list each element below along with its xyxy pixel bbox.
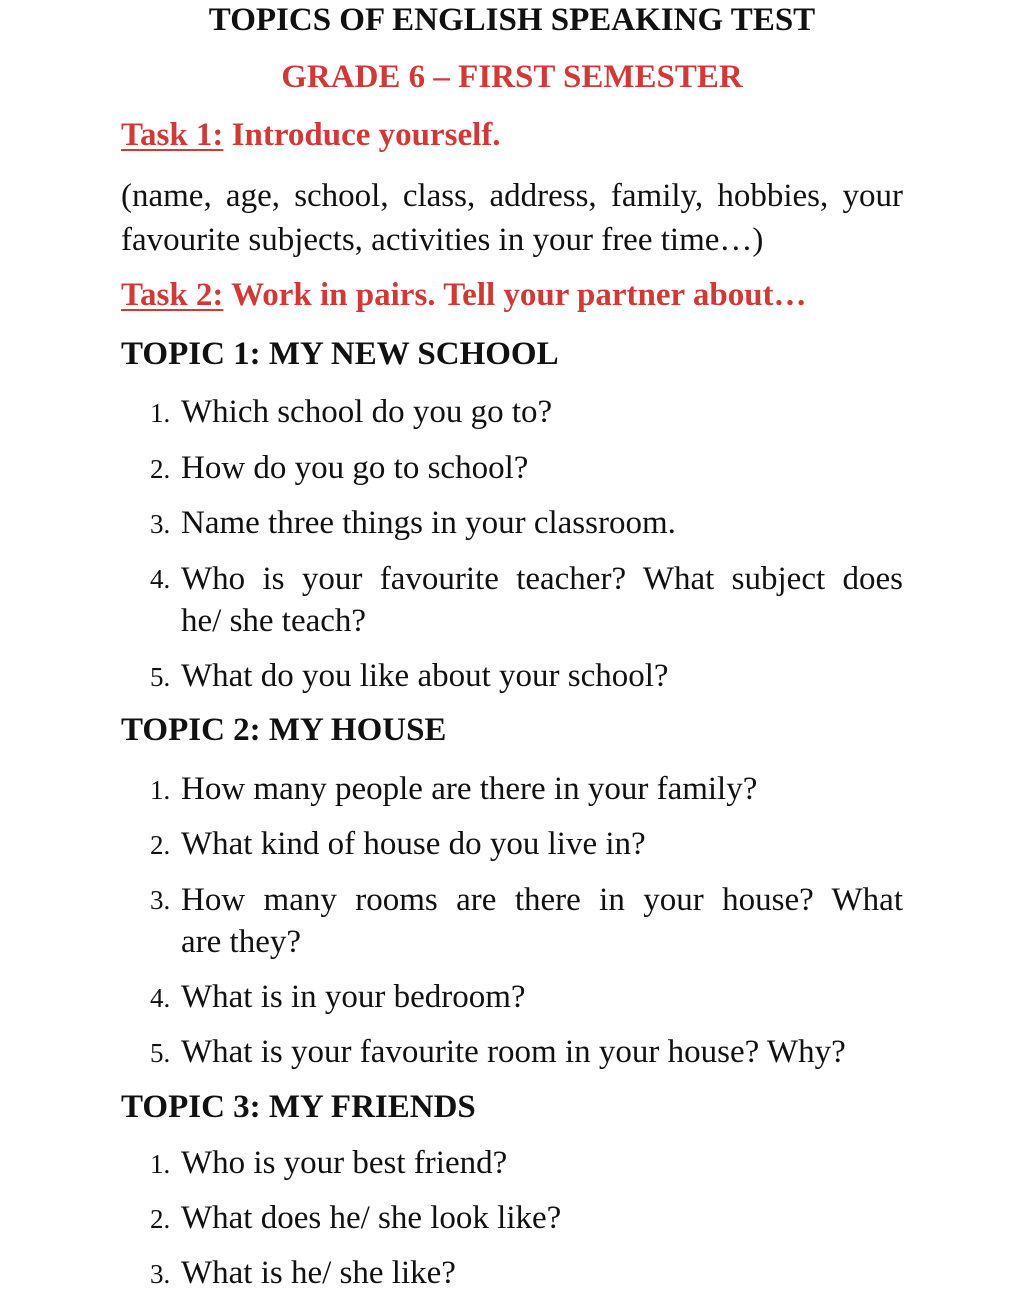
task-1-details: (name, age, school, class, address, family, hobbies, your favourite subjects, activities in your free time…) xyxy=(121,178,903,258)
question-text: Who is your best friend? xyxy=(181,1145,508,1181)
task-2-label: Task 2: xyxy=(121,277,224,313)
list-item xyxy=(150,1142,903,1185)
question-line xyxy=(150,558,903,600)
list-item xyxy=(150,655,903,698)
question-text: What is he/ she like? xyxy=(181,1255,456,1291)
task-2-heading xyxy=(121,275,807,315)
question-number: 2. xyxy=(150,454,171,484)
list-item xyxy=(150,558,903,642)
question-number: 2. xyxy=(150,830,171,860)
question-text: Who is your favourite teacher? What subject does xyxy=(181,561,903,597)
list-item xyxy=(150,768,903,811)
list-item xyxy=(150,502,903,545)
question-number: 3. xyxy=(150,509,171,539)
question-text: How many rooms are there in your house? What xyxy=(181,882,903,918)
list-item xyxy=(150,1197,903,1240)
question-continuation: he/ she teach? xyxy=(181,603,367,639)
question-text: How do you go to school? xyxy=(181,450,529,486)
question-text: Name three things in your classroom. xyxy=(181,505,676,541)
question-text: What does he/ she look like? xyxy=(181,1200,562,1236)
list-item xyxy=(150,447,903,490)
question-text: Which school do you go to? xyxy=(181,394,553,430)
question-text: What is your favourite room in your house? Why? xyxy=(181,1034,846,1070)
question-number: 5. xyxy=(150,1038,171,1068)
task-1-text: Introduce yourself. xyxy=(223,117,501,153)
question-number: 2. xyxy=(150,1204,171,1234)
question-text: What do you like about your school? xyxy=(181,658,669,694)
question-number: 4. xyxy=(150,983,171,1013)
list-item xyxy=(150,1031,903,1074)
question-number: 1. xyxy=(150,775,171,805)
topic-2-heading: TOPIC 2: MY HOUSE xyxy=(121,712,447,748)
question-number: 3. xyxy=(150,1259,171,1289)
question-number: 4. xyxy=(150,564,171,594)
question-number: 1. xyxy=(150,398,171,428)
list-item xyxy=(150,391,903,434)
question-line xyxy=(150,879,903,921)
question-continuation: are they? xyxy=(181,924,301,960)
question-number: 3. xyxy=(150,885,171,915)
question-text: What is in your bedroom? xyxy=(181,979,526,1015)
task-1-heading xyxy=(121,115,501,155)
question-number: 5. xyxy=(150,662,171,692)
topic-1-heading: TOPIC 1: MY NEW SCHOOL xyxy=(121,336,559,372)
list-item xyxy=(150,823,903,866)
document-subtitle: GRADE 6 – FIRST SEMESTER xyxy=(281,59,743,95)
question-text: What kind of house do you live in? xyxy=(181,826,646,862)
document-title: TOPICS OF ENGLISH SPEAKING TEST xyxy=(208,2,816,38)
list-item xyxy=(150,879,903,963)
task-1-label: Task 1: xyxy=(121,117,224,153)
task-2-text: Work in pairs. Tell your partner about… xyxy=(223,277,807,313)
question-number: 1. xyxy=(150,1149,171,1179)
list-item xyxy=(150,1252,903,1295)
list-item xyxy=(150,976,903,1019)
topic-3-heading: TOPIC 3: MY FRIENDS xyxy=(121,1089,476,1125)
question-text: How many people are there in your family? xyxy=(181,771,758,807)
